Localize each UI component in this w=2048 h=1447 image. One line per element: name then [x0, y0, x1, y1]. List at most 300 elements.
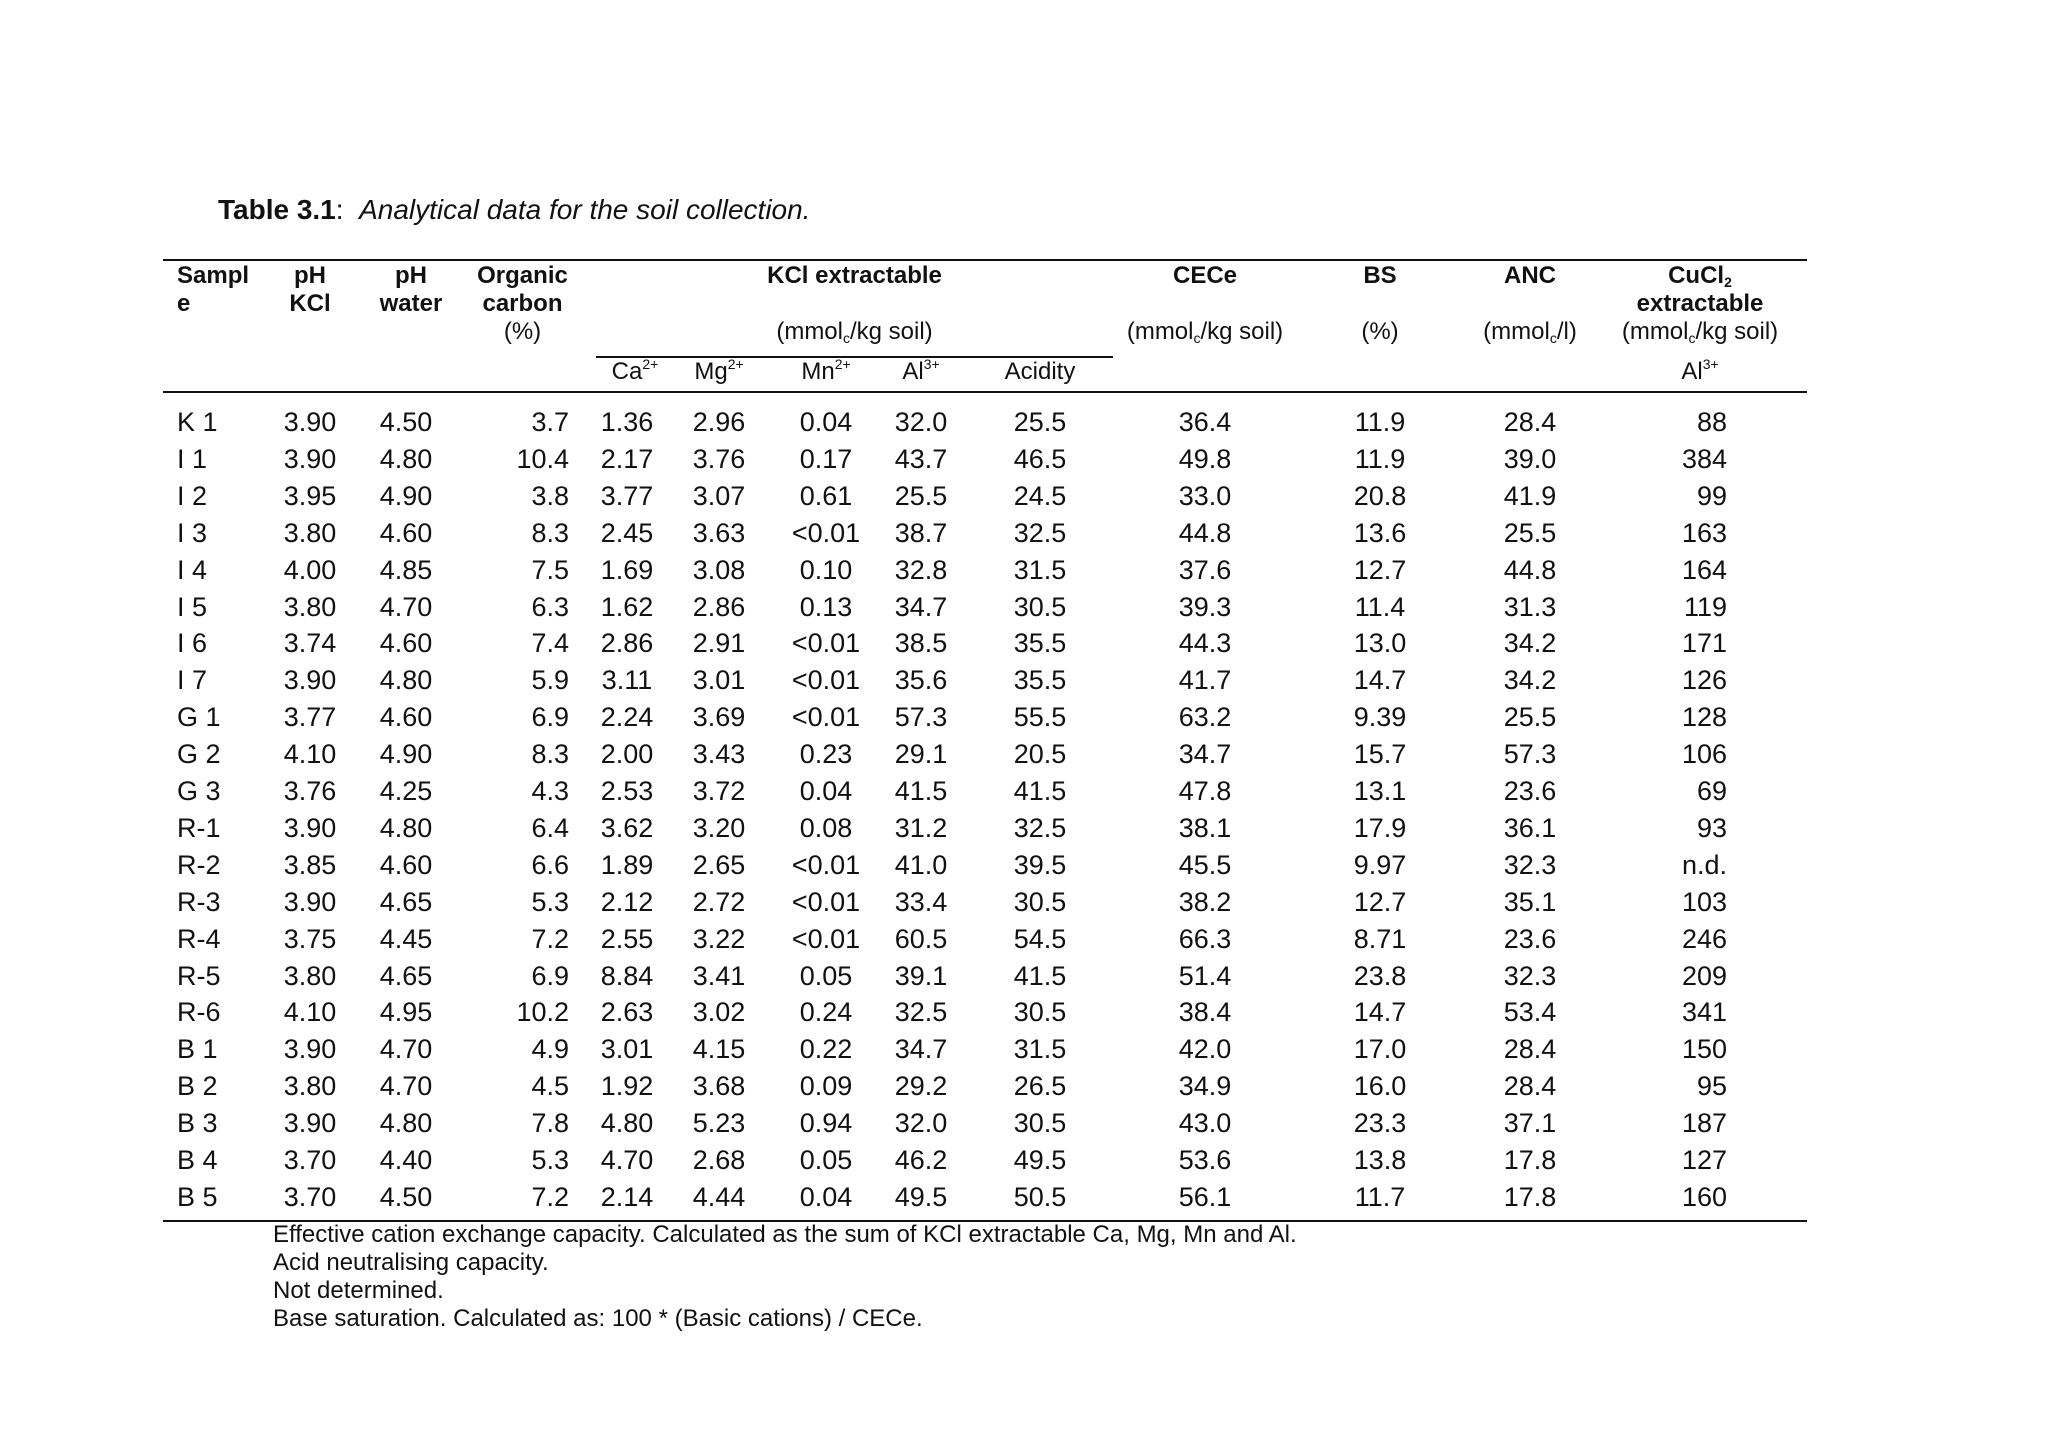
- table-row: [0, 847, 2048, 884]
- cell-al: 57.3: [894, 702, 948, 733]
- header-bs: BS: [1363, 262, 1397, 289]
- cell-organic-carbon: 5.9: [531, 665, 569, 696]
- cell-ph-kcl: 3.90: [283, 886, 337, 917]
- cell-ca: 3.11: [601, 665, 653, 696]
- cell-acidity: 41.5: [1013, 960, 1067, 991]
- cell-organic-carbon: 7.8: [531, 1108, 569, 1139]
- cell-cece: 42.0: [1178, 1034, 1232, 1065]
- header-bottom-rule: [163, 391, 1807, 393]
- cell-mn: <0.01: [791, 665, 861, 696]
- cell-mn: 0.24: [799, 997, 853, 1028]
- cell-anc: 28.4: [1503, 1071, 1557, 1102]
- cell-sample: R-5: [177, 960, 221, 991]
- cell-mn: 0.13: [799, 591, 853, 622]
- cell-mn: 0.05: [799, 1145, 853, 1175]
- cell-ca: 1.92: [600, 1071, 654, 1102]
- cell-anc: 44.8: [1503, 554, 1557, 585]
- cell-ca: 2.17: [600, 443, 654, 474]
- cell-organic-carbon: 4.3: [531, 776, 569, 806]
- cell-ph-water: 4.60: [379, 849, 433, 880]
- header-cece-unit: (mmol$_c$/kg soil): [1126, 318, 1284, 346]
- table-row: [0, 1179, 2048, 1216]
- cell-bs: 23.8: [1353, 960, 1407, 991]
- cell-cece: 44.3: [1178, 628, 1232, 659]
- cell-al: 34.7: [894, 591, 948, 622]
- cell-al: 32.0: [894, 407, 948, 437]
- header-organic-line1: Organic: [477, 262, 568, 289]
- cell-anc: 41.9: [1503, 480, 1557, 511]
- table-row: [0, 736, 2048, 773]
- footnote-nd: Not determined.: [273, 1277, 444, 1304]
- cell-anc: 23.6: [1503, 923, 1557, 954]
- cell-organic-carbon: 10.4: [516, 443, 569, 474]
- cell-cucl2-al: 119: [1683, 591, 1727, 622]
- cell-organic-carbon: 4.9: [531, 1034, 569, 1065]
- cell-bs: 15.7: [1353, 739, 1407, 770]
- cell-sample: G 2: [177, 739, 221, 770]
- cell-acidity: 55.5: [1013, 702, 1067, 733]
- cell-organic-carbon: 7.4: [531, 628, 569, 659]
- cell-acidity: 25.5: [1013, 407, 1067, 437]
- cell-ph-kcl: 4.10: [283, 739, 337, 770]
- cell-ph-kcl: 4.00: [283, 554, 337, 585]
- cell-acidity: 54.5: [1013, 923, 1067, 954]
- cell-ca: 2.55: [600, 923, 654, 954]
- cell-bs: 23.3: [1353, 1108, 1407, 1139]
- cell-mg: 4.44: [692, 1181, 746, 1212]
- cell-acidity: 30.5: [1013, 997, 1067, 1028]
- cell-mg: 4.15: [692, 1034, 746, 1065]
- cell-cece: 41.7: [1178, 665, 1232, 696]
- cell-organic-carbon: 6.3: [531, 591, 569, 622]
- cell-ph-water: 4.80: [379, 665, 433, 696]
- table-row: [0, 810, 2048, 847]
- table-row: [0, 441, 2048, 478]
- cell-ca: 1.89: [600, 849, 654, 880]
- cell-ph-water: 4.90: [379, 739, 433, 770]
- cell-cece: 51.4: [1178, 960, 1232, 991]
- cell-sample: B 5: [177, 1181, 218, 1212]
- header-ph-kcl-line2: KCl: [289, 290, 331, 317]
- cell-sample: G 1: [177, 702, 221, 733]
- cell-ph-kcl: 3.77: [283, 702, 337, 733]
- cell-mn: 0.61: [799, 480, 853, 511]
- cell-sample: R-3: [177, 886, 221, 917]
- cell-organic-carbon: 4.5: [531, 1071, 569, 1102]
- cell-ca: 2.24: [600, 702, 654, 733]
- cell-cucl2-al: 171: [1681, 628, 1727, 659]
- cell-ph-kcl: 3.90: [283, 443, 337, 474]
- cell-cece: 39.3: [1178, 591, 1232, 622]
- table-row: [0, 515, 2048, 552]
- subheader-al: $Al^{3+}$: [902, 356, 940, 385]
- cell-acidity: 35.5: [1013, 628, 1067, 659]
- cell-ph-kcl: 3.95: [283, 480, 337, 511]
- cell-ph-water: 4.70: [379, 1034, 433, 1065]
- cell-anc: 36.1: [1503, 812, 1557, 843]
- cell-organic-carbon: 8.3: [531, 517, 569, 548]
- cell-sample: K 1: [177, 407, 218, 437]
- cell-acidity: 20.5: [1013, 739, 1067, 770]
- cell-ph-water: 4.45: [379, 923, 433, 954]
- cell-bs: 13.1: [1353, 776, 1407, 806]
- header-cucl2: CuCl$_2$: [1668, 262, 1732, 290]
- cell-al: 29.1: [894, 739, 948, 770]
- cell-cece: 44.8: [1178, 517, 1232, 548]
- cell-mn: <0.01: [791, 886, 861, 917]
- table-row: [0, 773, 2048, 810]
- table-row: [0, 1031, 2048, 1068]
- cell-cece: 34.7: [1178, 739, 1232, 770]
- cell-bs: 13.6: [1353, 517, 1407, 548]
- cell-bs: 9.39: [1353, 702, 1407, 733]
- cell-cece: 56.1: [1178, 1181, 1232, 1212]
- cell-mg: 3.02: [692, 997, 746, 1028]
- cell-ca: 1.69: [600, 554, 654, 585]
- cell-anc: 34.2: [1503, 628, 1557, 659]
- cell-ca: 4.70: [600, 1145, 654, 1175]
- cell-sample: R-1: [177, 812, 221, 843]
- cell-cece: 43.0: [1178, 1108, 1232, 1139]
- cell-acidity: 24.5: [1013, 480, 1067, 511]
- cell-acidity: 41.5: [1013, 776, 1067, 806]
- cell-al: 32.5: [894, 997, 948, 1028]
- cell-acidity: 35.5: [1013, 665, 1067, 696]
- cell-mg: 5.23: [692, 1108, 746, 1139]
- cell-organic-carbon: 6.9: [531, 702, 569, 733]
- cell-anc: 53.4: [1503, 997, 1557, 1028]
- cell-ca: 2.12: [600, 886, 654, 917]
- cell-ca: 3.77: [600, 480, 654, 511]
- cell-ph-water: 4.50: [379, 1181, 433, 1212]
- cell-cece: 38.4: [1178, 997, 1232, 1028]
- cell-ph-kcl: 3.90: [283, 812, 337, 843]
- cell-sample: R-2: [177, 849, 221, 880]
- cell-al: 39.1: [894, 960, 948, 991]
- cell-cucl2-al: 126: [1681, 665, 1727, 696]
- cell-bs: 8.71: [1353, 923, 1407, 954]
- header-bs-unit: (%): [1361, 318, 1399, 345]
- cell-ca: 2.14: [600, 1181, 654, 1212]
- cell-cucl2-al: 164: [1681, 554, 1727, 585]
- cell-cucl2-al: 103: [1681, 886, 1727, 917]
- cell-ph-kcl: 3.90: [283, 407, 337, 437]
- cell-al: 31.2: [894, 812, 948, 843]
- cell-anc: 28.4: [1503, 407, 1557, 437]
- cell-ca: 3.01: [600, 1034, 654, 1065]
- cell-mg: 3.08: [692, 554, 746, 585]
- cell-mn: 0.04: [799, 407, 853, 437]
- cell-mg: 3.68: [692, 1071, 746, 1102]
- header-anc-unit: (mmol$_c$/l): [1483, 318, 1577, 346]
- cell-ph-kcl: 3.74: [283, 628, 337, 659]
- header-cucl2-unit: (mmol$_c$/kg soil): [1621, 318, 1779, 346]
- cell-sample: B 3: [177, 1108, 218, 1139]
- cell-sample: I 7: [177, 665, 208, 696]
- cell-cucl2-al: 187: [1681, 1108, 1727, 1139]
- cell-al: 46.2: [894, 1145, 948, 1175]
- cell-al: 32.0: [894, 1108, 948, 1139]
- header-ph-water-line1: pH: [395, 262, 427, 289]
- cell-ph-kcl: 3.80: [283, 517, 337, 548]
- cell-mn: <0.01: [791, 628, 861, 659]
- cell-organic-carbon: 10.2: [516, 997, 569, 1028]
- cell-sample: I 1: [177, 443, 208, 474]
- cell-bs: 17.9: [1353, 812, 1407, 843]
- cell-mg: 3.76: [692, 443, 746, 474]
- header-cece: CECe: [1172, 262, 1238, 289]
- cell-sample: I 2: [177, 480, 208, 511]
- cell-ph-water: 4.70: [379, 591, 433, 622]
- cell-ca: 1.36: [600, 407, 654, 437]
- cell-organic-carbon: 7.2: [531, 1181, 569, 1212]
- cell-acidity: 32.5: [1013, 812, 1067, 843]
- cell-bs: 11.7: [1354, 1181, 1406, 1212]
- cell-ca: 2.45: [600, 517, 654, 548]
- cell-ph-water: 4.60: [379, 517, 433, 548]
- subheader-ca: $Ca^{2+}$: [611, 356, 659, 385]
- cell-acidity: 49.5: [1013, 1145, 1067, 1175]
- cell-cucl2-al: 93: [1696, 812, 1727, 843]
- cell-mn: 0.04: [799, 1181, 853, 1212]
- cell-ph-water: 4.60: [379, 702, 433, 733]
- cell-ph-water: 4.50: [379, 407, 433, 437]
- cell-mn: <0.01: [791, 849, 861, 880]
- cell-anc: 32.3: [1503, 849, 1557, 880]
- cell-mg: 3.01: [692, 665, 746, 696]
- cell-ph-water: 4.40: [379, 1145, 433, 1175]
- cell-bs: 14.7: [1353, 997, 1407, 1028]
- cell-cucl2-al: 95: [1696, 1071, 1727, 1102]
- cell-anc: 39.0: [1503, 443, 1557, 474]
- header-cucl2-ion: $Al^{3+}$: [1681, 356, 1719, 385]
- cell-mn: <0.01: [791, 702, 861, 733]
- cell-acidity: 30.5: [1013, 591, 1067, 622]
- cell-al: 35.6: [894, 665, 948, 696]
- cell-ph-water: 4.80: [379, 1108, 433, 1139]
- cell-anc: 25.5: [1503, 702, 1557, 733]
- cell-sample: G 3: [177, 776, 221, 806]
- cell-mg: 3.20: [692, 812, 746, 843]
- cell-ph-kcl: 3.85: [283, 849, 337, 880]
- cell-cece: 63.2: [1178, 702, 1232, 733]
- cell-organic-carbon: 7.2: [531, 923, 569, 954]
- cell-al: 43.7: [894, 443, 948, 474]
- cell-al: 38.5: [894, 628, 948, 659]
- cell-ph-water: 4.90: [379, 480, 433, 511]
- cell-ph-kcl: 3.90: [283, 1108, 337, 1139]
- cell-ph-water: 4.60: [379, 628, 433, 659]
- cell-bs: 11.9: [1354, 407, 1406, 437]
- cell-al: 38.7: [894, 517, 948, 548]
- cell-acidity: 50.5: [1013, 1181, 1067, 1212]
- cell-ph-kcl: 3.76: [283, 776, 337, 806]
- cell-organic-carbon: 3.8: [531, 480, 569, 511]
- cell-bs: 12.7: [1353, 886, 1407, 917]
- subheader-mg: $Mg^{2+}$: [694, 356, 744, 385]
- cell-bs: 11.9: [1354, 443, 1406, 474]
- cell-mg: 3.41: [692, 960, 746, 991]
- cell-al: 41.5: [894, 776, 948, 806]
- cell-organic-carbon: 6.4: [531, 812, 569, 843]
- cell-cucl2-al: 106: [1681, 739, 1727, 770]
- cell-al: 41.0: [894, 849, 948, 880]
- cell-mn: 0.17: [799, 443, 853, 474]
- cell-bs: 13.8: [1353, 1145, 1407, 1175]
- cell-ca: 2.63: [600, 997, 654, 1028]
- cell-sample: I 4: [177, 554, 208, 585]
- footnote-cece: Effective cation exchange capacity. Calculated as the sum of KCl extractable Ca, Mg, Mn and Al.: [273, 1221, 1297, 1248]
- caption-separator: :: [335, 194, 344, 225]
- table-title: Analytical data for the soil collection.: [359, 194, 811, 225]
- cell-cucl2-al: 163: [1681, 517, 1727, 548]
- cell-acidity: 30.5: [1013, 886, 1067, 917]
- cell-anc: 35.1: [1503, 886, 1557, 917]
- cell-anc: 25.5: [1503, 517, 1557, 548]
- cell-organic-carbon: 3.7: [531, 407, 569, 437]
- cell-cece: 38.2: [1178, 886, 1232, 917]
- cell-acidity: 30.5: [1013, 1108, 1067, 1139]
- cell-cece: 36.4: [1178, 407, 1232, 437]
- table-top-rule: [163, 259, 1807, 261]
- cell-ph-kcl: 3.70: [283, 1181, 337, 1212]
- cell-mg: 3.63: [692, 517, 746, 548]
- cell-sample: B 2: [177, 1071, 218, 1102]
- cell-cucl2-al: 209: [1681, 960, 1727, 991]
- cell-al: 34.7: [894, 1034, 948, 1065]
- cell-cucl2-al: 160: [1681, 1181, 1727, 1212]
- cell-organic-carbon: 5.3: [531, 1145, 569, 1175]
- header-sample-line1: Sampl: [177, 262, 250, 289]
- cell-mn: 0.22: [799, 1034, 853, 1065]
- cell-mg: 2.68: [692, 1145, 746, 1175]
- footnote-anc: Acid neutralising capacity.: [273, 1249, 549, 1276]
- cell-cucl2-al: 384: [1681, 443, 1727, 474]
- cell-anc: 17.8: [1503, 1181, 1557, 1212]
- cell-ph-water: 4.95: [379, 997, 433, 1028]
- header-organic-unit: (%): [503, 318, 542, 345]
- cell-sample: R-6: [177, 997, 221, 1028]
- cell-cece: 66.3: [1178, 923, 1232, 954]
- cell-acidity: 26.5: [1013, 1071, 1067, 1102]
- cell-mn: 0.05: [799, 960, 853, 991]
- cell-ph-water: 4.65: [379, 960, 433, 991]
- header-kcl-unit: (mmol$_c$/kg soil): [776, 318, 933, 346]
- cell-al: 32.8: [894, 554, 948, 585]
- table-row: [0, 478, 2048, 515]
- cell-mg: 2.72: [692, 886, 746, 917]
- cell-ph-water: 4.85: [379, 554, 433, 585]
- cell-ph-kcl: 3.90: [283, 1034, 337, 1065]
- cell-anc: 31.3: [1503, 591, 1557, 622]
- cell-cucl2-al: 246: [1681, 923, 1727, 954]
- cell-mn: <0.01: [791, 517, 861, 548]
- table-row: [0, 662, 2048, 699]
- table-row: [0, 589, 2048, 626]
- cell-mg: 3.43: [692, 739, 746, 770]
- cell-ph-kcl: 3.90: [283, 665, 337, 696]
- cell-anc: 57.3: [1503, 739, 1557, 770]
- cell-mg: 2.96: [692, 407, 746, 437]
- cell-sample: B 1: [177, 1034, 218, 1065]
- subheader-acidity: Acidity: [1004, 358, 1076, 385]
- table-label: Table 3.1: [218, 194, 336, 225]
- cell-al: 25.5: [894, 480, 948, 511]
- cell-acidity: 31.5: [1013, 1034, 1067, 1065]
- cell-cucl2-al: 150: [1681, 1034, 1727, 1065]
- cell-mn: 0.94: [799, 1108, 853, 1139]
- header-anc: ANC: [1504, 262, 1556, 289]
- table-row: [0, 625, 2048, 662]
- cell-mg: 3.69: [692, 702, 746, 733]
- header-ph-kcl-line1: pH: [294, 262, 326, 289]
- cell-ca: 2.86: [600, 628, 654, 659]
- table-row: [0, 1142, 2048, 1179]
- cell-cece: 49.8: [1178, 443, 1232, 474]
- table-row: [0, 884, 2048, 921]
- cell-ph-water: 4.80: [379, 443, 433, 474]
- cell-anc: 32.3: [1503, 960, 1557, 991]
- table-row: [0, 1105, 2048, 1142]
- cell-bs: 11.4: [1354, 591, 1406, 622]
- cell-mn: 0.09: [799, 1071, 853, 1102]
- cell-organic-carbon: 6.6: [531, 849, 569, 880]
- cell-mg: 2.65: [692, 849, 746, 880]
- cell-ca: 4.80: [600, 1108, 654, 1139]
- cell-mg: 2.86: [692, 591, 746, 622]
- header-ph-water-line2: water: [379, 290, 443, 317]
- cell-organic-carbon: 8.3: [531, 739, 569, 770]
- cell-cucl2-al: 69: [1696, 776, 1727, 806]
- cell-acidity: 31.5: [1013, 554, 1067, 585]
- header-kcl-extractable: KCl extractable: [767, 262, 942, 289]
- table-row: [0, 1068, 2048, 1105]
- cell-ph-kcl: 3.80: [283, 1071, 337, 1102]
- cell-organic-carbon: 7.5: [531, 554, 569, 585]
- cell-anc: 17.8: [1503, 1145, 1557, 1175]
- cell-al: 60.5: [894, 923, 948, 954]
- cell-ph-kcl: 3.70: [283, 1145, 337, 1175]
- cell-ca: 3.62: [600, 812, 654, 843]
- cell-cece: 34.9: [1178, 1071, 1232, 1102]
- cell-organic-carbon: 5.3: [531, 886, 569, 917]
- cell-sample: B 4: [177, 1145, 218, 1175]
- cell-cece: 53.6: [1178, 1145, 1232, 1175]
- table-row: [0, 921, 2048, 958]
- cell-sample: I 5: [177, 591, 208, 622]
- header-organic-line2: carbon: [482, 290, 563, 317]
- cell-acidity: 32.5: [1013, 517, 1067, 548]
- cell-cece: 37.6: [1178, 554, 1232, 585]
- cell-ca: 2.53: [600, 776, 654, 806]
- cell-anc: 37.1: [1503, 1108, 1557, 1139]
- cell-ph-water: 4.70: [379, 1071, 433, 1102]
- cell-cucl2-al: 127: [1681, 1145, 1727, 1175]
- cell-anc: 28.4: [1503, 1034, 1557, 1065]
- cell-mg: 3.72: [692, 776, 746, 806]
- cell-ca: 1.62: [600, 591, 654, 622]
- footnote-bs: Base saturation. Calculated as: 100 * (Basic cations) / CECe.: [273, 1305, 923, 1332]
- cell-mg: 2.91: [692, 628, 746, 659]
- cell-organic-carbon: 6.9: [531, 960, 569, 991]
- cell-bs: 20.8: [1353, 480, 1407, 511]
- table-row: [0, 699, 2048, 736]
- cell-mg: 3.22: [692, 923, 746, 954]
- cell-mg: 3.07: [692, 480, 746, 511]
- cell-ph-kcl: 3.75: [283, 923, 337, 954]
- cell-ph-water: 4.80: [379, 812, 433, 843]
- cell-ca: 8.84: [600, 960, 654, 991]
